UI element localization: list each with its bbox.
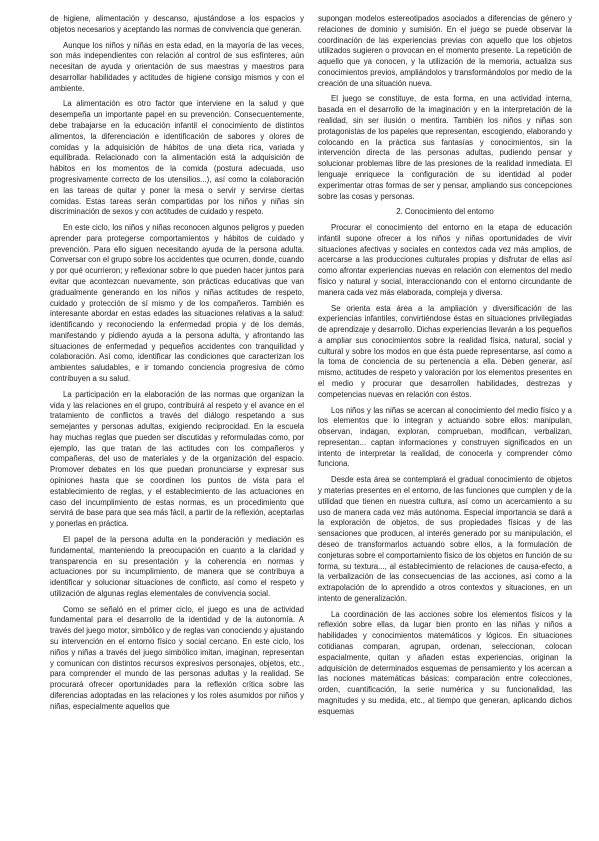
paragraph: Procurar el conocimiento del entorno en la etapa de educación infantil supone ofrecer a los niños y niñas oportunidades de vivir situaciones afectivas y sociales en contextos cada vez más amplios, de acercarse a las producciones culturales propias y disfrutar de ellas así como afrontar experiencias nuevas en relación con elementos del medio físico y natural y social, interaccionando con el entorno circundante de manera cada vez más elaborada, compleja y diversa. — [318, 223, 572, 297]
paragraph: Los niños y las niñas se acercan al conocimiento del medio físico y a los elementos que lo integran y actuando sobre ellos: manipulan, observan, indagan, exploran, comprueban, modifican, verbalizan, representan... captan informaciones y construyen significados en un intento de interpretar la realidad, de conocerla y comprender cómo funciona. — [318, 405, 572, 469]
paragraph: El papel de la persona adulta en la ponderación y mediación es fundamental, manteniendo la preocupación en cuanto a la claridad y transparencia en su presentación y la coherencia en normas y actuaciones por su incumplimiento, de manera que se contribuya a identificar y solucionar situaciones de conflicto, así como el respeto y utilización de algunas reglas elementales de convivencia social. — [50, 534, 304, 598]
paragraph: El juego se constituye, de esta forma, en una actividad interna, basada en el desarrollo de la imaginación y en la interpretación de la realidad, sin ser ilusión o mentira. También los niños y niñas son protagonistas de los papeles que representan, escogiendo, elaborando y colocando en la práctica sus fantasías y conocimientos, sin la intervención directa de las personas adultas, pudiendo pensar y solucionar problemas libre de las presiones de la realidad inmediata. El lenguaje enriquece la configuración de su identidad al poder experimentar otras formas de ser y pensar, ampliando sus concepciones sobre las cosas y personas. — [318, 94, 572, 201]
paragraph: Como se señaló en el primer ciclo, el juego es una de actividad fundamental para el desarrollo de la identidad y de la autonomía. A través del juego motor, simbólico y de reglas van conociendo y ajustando su intervención en el entorno físico y social cercano. En este ciclo, los niños y niñas a través del juego simbólico imitan, imaginan, representan y comunican con distintos recursos expresivos personajes, objetos, etc., para comprender el mundo de las personas adultas y la realidad. Se procurará ofrecer oportunidades para la reflexión crítica sobre las diferencias adoptadas en las relaciones y los roles asumidos por niños y niñas, especialmente aquellos que — [50, 604, 304, 711]
paragraph: En este ciclo, los niños y niñas reconocen algunos peligros y pueden aprender para protegerse comportamientos y hábitos de cuidado y prevención. Para ello siguen necesitando ayuda de la persona adulta. Conversar con el grupo sobre los accidentes que ocurren, donde, cuando y por qué ocurrieron; y reflexionar sobre lo que pueden hacer juntos para evitar que acontezcan nuevamente, son prácticas educativas que van gradualmente generando en los niños y niñas actitudes de respeto, cuidado y protección de sí mismo y de los compañeros. También es interesante abordar en estas edades las situaciones relativas a la salud: identificando y reconociendo la enfermedad propia y de los demás, manifestando y pidiendo ayuda a la persona adulta, y afrontando las situaciones de enfermedad y pequeños accidentes con tranquilidad y colaboración. Así como, identificar las condiciones que caracterizan los ambientes saludables, e ir tomando conciencia progresiva de cómo contribuyen a su salud. — [50, 223, 304, 383]
paragraph: Aunque los niños y niñas en esta edad, en la mayoría de las veces, son más independientes con relación al control de sus esfínteres, aún necesitan de ayuda y orientación de sus maestras y maestros para desarrollar habilidades y actitudes de higiene consigo mismos y con el ambiente. — [50, 40, 304, 93]
paragraph: supongan modelos estereotipados asociados a diferencias de género y relaciones de dominio y sumisión. En el juego se puede observar la coordinación de las experiencias previas con aquello que los objetos utilizados sugieren o provocan en el momento presente. La repetición de aquello que ya conocen, y la utilización de la memoria, actualiza sus conocimientos previos, ampliándolos y transformándolos por medio de la creación de una situación nueva. — [318, 14, 572, 88]
right-column — [318, 14, 572, 834]
paragraph: La coordinación de las acciones sobre los elementos físicos y la reflexión sobre ellas, da lugar bien pronto en las niñas y niños a habilidades y conocimientos matemáticos y lógicos. En situaciones cotidianas comparan, agrupan, ordenan, seleccionan, colocan espacialmente, quitan y añaden estas experiencias, originan la adquisición de determinados esquemas de pensamiento y los acercan a las nociones matemáticas básicas: comparación entre colecciones, orden, cuantificación, la serie numérica y su funcionalidad, las magnitudes y su medida, etc., al tiempo que generan, aplicando dichos esquemas — [318, 609, 572, 716]
paragraph: La participación en la elaboración de las normas que organizan la vida y las relaciones en el grupo, contribuirá al respeto y el avance en el tratamiento de conflictos a través del diálogo respetando a sus semejantes y personas adultas, exigiendo reciprocidad. En la escuela hay muchas reglas que pueden ser discutidas y reformuladas como, por ejemplo, las que tratan de las actitudes con los compañeros y compañeras, del uso de materiales y de la organización del espacio. Promover debates en los que puedan pronunciarse y expresar sus opiniones hasta que se coordinen los puntos de vista para el establecimiento de reglas, y el establecimiento de las actuaciones en caso del incumplimiento de estas normas, es un procedimiento que servirá de base para que sea más fácil, a partir de la reflexión, aceptarlas y ponerlas en práctica. — [50, 389, 304, 529]
paragraph: de higiene, alimentación y descanso, ajustándose a los espacios y objetos necesarios y aceptando las normas de convivencia que generan. — [50, 14, 304, 34]
section-heading: 2. Conocimiento del entorno — [396, 207, 494, 217]
paragraph: La alimentación es otro factor que interviene en la salud y que desempeña un importante papel en su prevención. Consecuentemente, debe trabajarse en la educación infantil el conocimiento de distintos alimentos, la diferenciación e identificación de sabores y olores de comidas y la adquisición de hábitos de una dieta rica, variada y equilibrada. Relacionado con la alimentación está la adquisición de hábitos en los momentos de la comida (postura adecuada, uso progresivamente correcto de los utensilios...), así como la colaboración en las tareas de quitar y poner la mesa o servir y servirse ciertas comidas. Estas tareas serán compartidas por los niños y niñas sin discriminación de sexos y con actitudes de cuidado y respeto. — [50, 99, 304, 217]
paragraph: Se orienta esta área a la ampliación y diversificación de las experiencias infantiles, convirtiéndose éstas en situaciones privilegiadas de aprendizaje y desarrollo. Dichas experiencias llevarán a los pequeños a ampliar sus conocimientos sobre la realidad física, natural, social y cultural y sobre los modos en que ésta puede representarse, así como a la toma de conciencia de su pertenencia a ella. Deben generar, así mismo, actitudes de respeto y valoración por los elementos presentes en el medio y procurar que desarrollen habilidades, destrezas y competencias nuevas en relación con éstos. — [318, 303, 572, 399]
paragraph: Desde esta área se contemplará el gradual conocimiento de objetos y materias presentes en el entorno, de las funciones que cumplen y de la utilidad que tienen en nuestra cultura, así como un acercamiento a su uso de manera cada vez más autónoma. Especial importancia se dará a la exploración de objetos, de sus propiedades físicas y de las sensaciones que producen, al interés generado por su manipulación, el deseo de transformarlos actuando sobre ellos, a la formulación de conjeturas sobre el comportamiento físico de los objetos en función de su forma, su textura..., al establecimiento de relaciones de causa-efecto, a la verbalización de las consecuencias de las acciones, así como a la extrapolación de lo aprendido a otros contextos y situaciones, en un intento de generalización. — [318, 475, 572, 603]
document-page — [50, 14, 572, 834]
left-column — [50, 14, 304, 834]
